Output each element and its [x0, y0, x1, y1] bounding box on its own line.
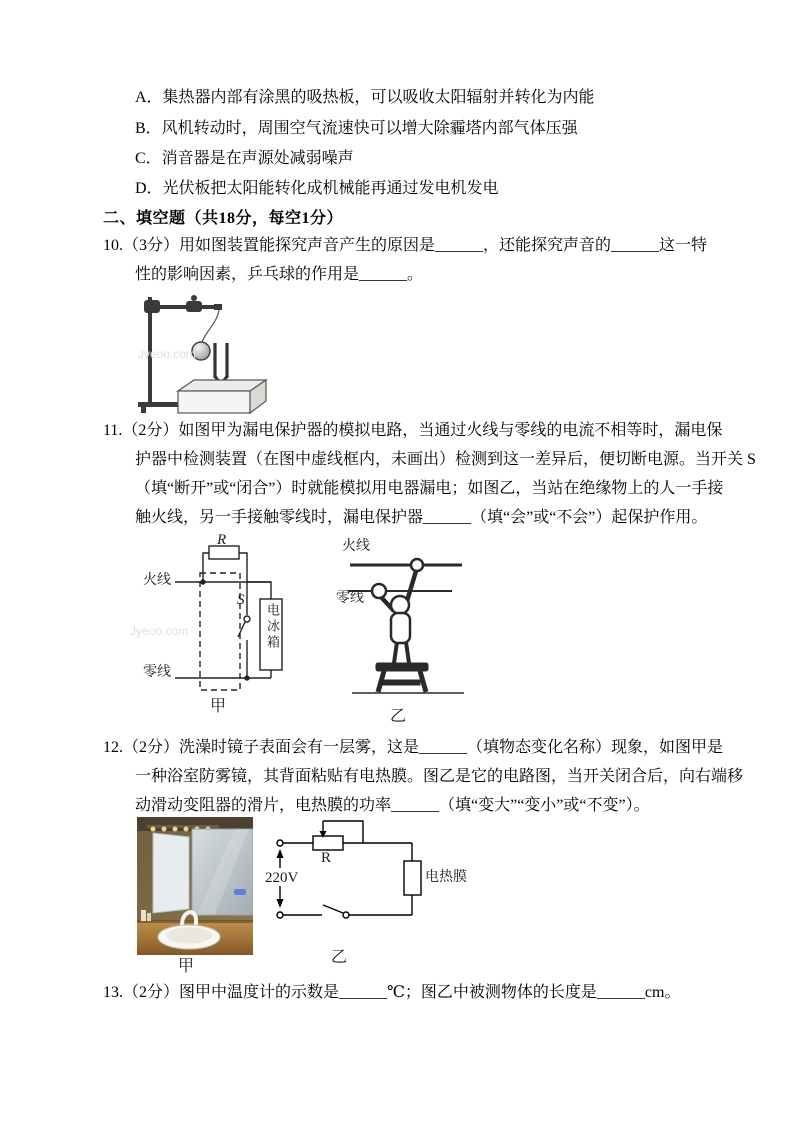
bottle	[147, 913, 151, 921]
question-11-line: 触火线，另一手接触零线时，漏电保护器______（填“会”或“不会”）起保护作用。	[135, 509, 708, 526]
switch-blade	[323, 905, 343, 913]
choice-a: A．集热器内部有涂黑的吸热板，可以吸收太阳辐射并转化为内能	[135, 89, 595, 106]
caption-jia: 甲	[210, 698, 227, 715]
question-13-line: 13.（2分）图甲中温度计的示数是______℃；图乙中被测物体的长度是______cm。	[103, 984, 681, 1001]
question-11-line: 护器中检测装置（在图中虚线框内，未画出）检测到这一差异后，便切断电源。当开关 S	[135, 451, 756, 468]
mirror-display-glow	[234, 889, 246, 895]
question-10	[103, 231, 728, 289]
question-11-line: （填“断开”或“闭合”）时就能模拟用电器漏电；如图乙，当站在绝缘物上的人一手接	[135, 480, 724, 497]
rheostat	[313, 836, 343, 850]
neutral-wire-label-right: 零线	[336, 591, 364, 606]
choice-c: C．消音器是在声源处减弱噪声	[135, 150, 354, 167]
bottle	[141, 910, 146, 921]
rheostat-label: R	[321, 850, 332, 866]
section-heading: 二、填空题（共18分，每空1分）	[103, 210, 344, 227]
hand-on-neutral-wire	[372, 584, 386, 598]
question-12-line: 12.（2分）洗澡时镜子表面会有一层雾，这是______（填物态变化名称）现象，如图甲是	[103, 739, 724, 756]
live-wire-label: 火线	[143, 573, 171, 588]
choice-b: B．风机转动时，周围空气流速快可以增大除霾塔内部气体压强	[135, 120, 578, 137]
hand-on-live-wire	[411, 559, 423, 571]
voltage-label: 220V	[265, 870, 299, 886]
question-11-line: 11.（2分）如图甲为漏电保护器的模拟电路，当通过火线与零线的电流不相等时，漏电保	[103, 422, 723, 439]
switch-contact	[343, 912, 349, 918]
heater-film	[404, 861, 421, 895]
person-on-stool-drawing	[348, 559, 464, 693]
side-mirror	[153, 833, 189, 913]
caption-jia-photo: 甲	[178, 958, 195, 975]
switch-label: S	[237, 592, 245, 608]
question-13	[103, 978, 728, 1007]
refrigerator-label: 电冰箱	[265, 603, 280, 651]
question-12	[103, 733, 744, 820]
figure-q11-leakage-protector	[130, 532, 475, 727]
question-11	[103, 416, 756, 532]
resonance-box	[178, 380, 266, 413]
question-12-line: 动滑动变阻器的滑片，电热膜的功率______（填“变大”“变小”或“不变”）。	[135, 797, 650, 814]
caption-yi: 乙	[390, 708, 407, 725]
resistor-label: R	[217, 532, 227, 548]
watermark: Jyeoo.com	[138, 347, 197, 361]
choice-d: D．光伏板把太阳能转化成机械能再通过发电机发电	[135, 180, 499, 197]
clamp	[186, 301, 202, 312]
string	[202, 310, 219, 342]
live-wire-label-right: 火线	[342, 539, 370, 554]
bathroom-mirror-photo	[137, 817, 253, 955]
heater-label: 电热膜	[425, 870, 467, 885]
slider-arrow	[320, 831, 327, 838]
question-12-line: 一种浴室防雾镜，其背面粘贴有电热膜。图乙是它的电路图，当开关闭合后，向右端移	[135, 768, 744, 785]
question-10-line: 10.（3分）用如图装置能探究声音产生的原因是______，还能探究声音的______这一特	[103, 237, 708, 254]
neutral-wire-label: 零线	[143, 665, 171, 680]
caption-yi-circuit: 乙	[331, 949, 348, 966]
figure-q10-tuning-fork	[138, 289, 288, 417]
clamp	[144, 300, 160, 313]
figure-q12-mirror-photo	[137, 817, 253, 955]
watermark: Jyeoo.com	[130, 624, 189, 638]
question-10-line: 性的影响因素，乒乓球的作用是______。	[135, 266, 424, 283]
stool	[376, 663, 428, 671]
figure-q12-circuit	[265, 818, 477, 948]
